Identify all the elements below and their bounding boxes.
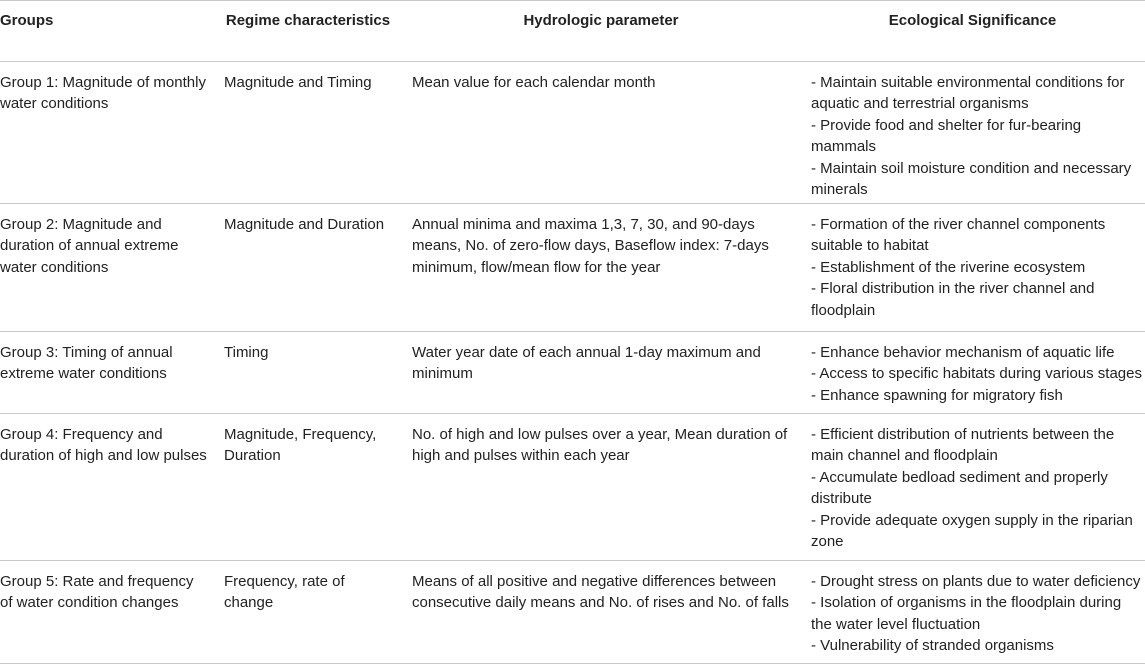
significance-item: - Floral distribution in the river channel and floodplain (811, 280, 1095, 319)
significance-item: - Enhance behavior mechanism of aquatic life (811, 344, 1115, 361)
header-regime-characteristics: Regime characteristics (214, 1, 402, 62)
significance-item: - Provide food and shelter for fur-bearing mammals (811, 116, 1082, 156)
significance-item: - Enhance spawning for migratory fish (811, 386, 1063, 404)
significance-item: - Isolation of organisms in the floodplain during the water level fluctuation (811, 594, 1122, 633)
group-cell: Group 5: Rate and frequency of water condition changes (0, 561, 214, 664)
header-ecological-significance: Ecological Significance (800, 1, 1145, 62)
significance-cell (800, 62, 1145, 204)
significance-item: - Establishment of the riverine ecosystem (811, 258, 1086, 276)
significance-cell (800, 414, 1145, 561)
group-cell: Group 1: Magnitude of monthly water conditions (0, 62, 214, 204)
significance-cell (800, 204, 1145, 332)
regime-cell: Timing (214, 332, 402, 414)
table-row (0, 204, 1145, 332)
regime-cell: Frequency, rate of change (214, 561, 402, 664)
regime-cell: Magnitude and Timing (214, 62, 402, 204)
group-cell: Group 4: Frequency and duration of high and low pulses (0, 414, 214, 561)
regime-cell: Magnitude and Duration (214, 204, 402, 332)
significance-item: - Efficient distribution of nutrients between the main channel and floodplain (811, 426, 1115, 465)
significance-item: - Maintain soil moisture condition and necessary minerals (811, 159, 1132, 199)
significance-cell (800, 332, 1145, 414)
table-row (0, 414, 1145, 561)
header-hydrologic-parameter: Hydrologic parameter (402, 1, 800, 62)
regime-cell: Magnitude, Frequency, Duration (214, 414, 402, 561)
significance-item: - Vulnerability of stranded organisms (811, 637, 1054, 655)
parameter-cell: Means of all positive and negative differences between consecutive daily means and No. of rises and No. of falls (402, 561, 800, 664)
parameter-cell: Annual minima and maxima 1,3, 7, 30, and 90-days means, No. of zero-flow days, Baseflow index: 7-days minimum, flow/mean flow for the year (402, 204, 800, 332)
table-row (0, 561, 1145, 664)
significance-item: - Formation of the river channel components suitable to habitat (811, 216, 1106, 255)
significance-item: - Drought stress on plants due to water deficiency (811, 573, 1141, 590)
significance-item: - Accumulate bedload sediment and properly distribute (811, 468, 1108, 508)
significance-item: - Maintain suitable environmental conditions for aquatic and terrestrial organisms (811, 74, 1125, 113)
table-row (0, 332, 1145, 414)
significance-cell (800, 561, 1145, 664)
parameter-cell: Water year date of each annual 1-day maximum and minimum (402, 332, 800, 414)
table-row (0, 62, 1145, 204)
parameter-cell: No. of high and low pulses over a year, Mean duration of high and pulses within each year (402, 414, 800, 561)
group-cell: Group 2: Magnitude and duration of annual extreme water conditions (0, 204, 214, 332)
header-groups: Groups (0, 1, 214, 62)
significance-item: - Provide adequate oxygen supply in the riparian zone (811, 511, 1133, 551)
significance-item: - Access to specific habitats during various stages (811, 365, 1142, 383)
group-cell: Group 3: Timing of annual extreme water conditions (0, 332, 214, 414)
parameter-cell: Mean value for each calendar month (402, 62, 800, 204)
table-header-row (0, 1, 1145, 62)
